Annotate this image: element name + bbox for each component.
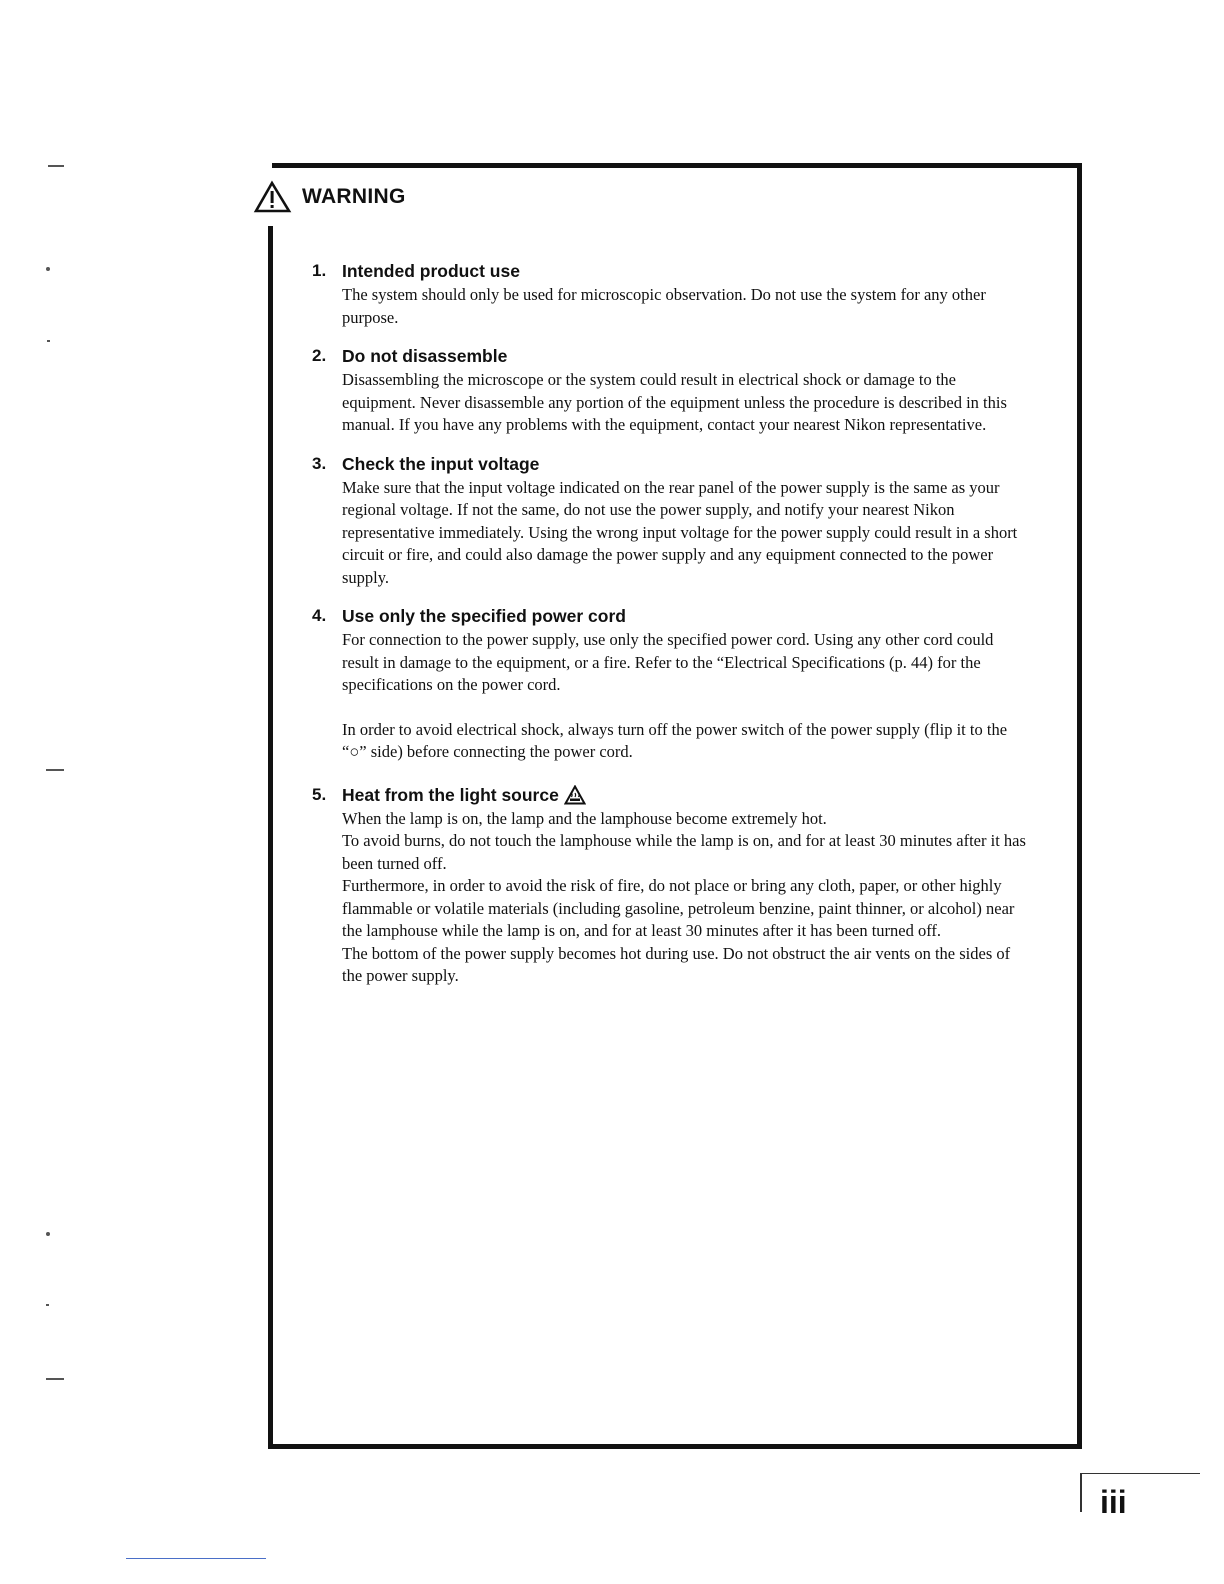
margin-mark xyxy=(46,1378,64,1380)
item-number: 5. xyxy=(312,784,327,804)
page-number: iii xyxy=(1100,1484,1127,1520)
item-paragraph: To avoid burns, do not touch the lamphouse while the lamp is on, and for at least 30 minutes after it has been turned off. xyxy=(342,831,1026,873)
item-number: 4. xyxy=(312,606,327,625)
warning-list xyxy=(312,258,1032,1002)
warning-item-power-cord xyxy=(312,603,1032,764)
item-title: Do not disassemble xyxy=(342,346,508,366)
warning-frame-bottom xyxy=(268,1444,1082,1449)
warning-triangle-icon xyxy=(252,180,300,214)
item-title: Check the input voltage xyxy=(342,453,540,474)
warning-item-intended-use xyxy=(312,258,1032,329)
margin-mark xyxy=(47,340,50,342)
high-temperature-warning-icon xyxy=(564,785,586,805)
item-paragraph: Make sure that the input voltage indicated on the rear panel of the power supply is the same as your regional voltage. If not the same, do not use the power supply, and notify your nearest Nikon representative immediately. Using the wrong input voltage for the power supply could result in a short circuit or fire, and could also damage the power supply and any equipment connected to the power supply. xyxy=(342,477,1018,587)
item-number: 3. xyxy=(312,453,327,473)
warning-item-heat xyxy=(312,782,1032,988)
item-number: 1. xyxy=(312,261,327,280)
item-paragraph: For connection to the power supply, use only the specified power cord. Using any other cord could result in damage to the equipment, or a fire. Refer to the “Electrical Specifications (p. 44) for the specifications on the power cord. xyxy=(342,630,994,694)
item-title: Use only the specified power cord xyxy=(342,606,626,626)
warning-header xyxy=(252,180,406,214)
margin-mark xyxy=(46,1232,50,1236)
item-number: 2. xyxy=(312,346,327,365)
warning-frame-left xyxy=(268,226,273,1449)
margin-mark xyxy=(46,267,50,271)
item-paragraph: Disassembling the microscope or the system could result in electrical shock or damage to the equipment. Never disassemble any portion of the equipment unless the procedure is described in this manual. If you have any problems with the equipment, contact your nearest Nikon representative. xyxy=(342,370,1007,434)
warning-title: WARNING xyxy=(302,185,406,208)
warning-frame-top xyxy=(272,163,1082,168)
item-paragraph: When the lamp is on, the lamp and the lamphouse become extremely hot. xyxy=(342,808,827,828)
warning-item-input-voltage xyxy=(312,451,1032,590)
item-paragraph: The system should only be used for microscopic observation. Do not use the system for any other purpose. xyxy=(342,285,986,327)
item-paragraph: Furthermore, in order to avoid the risk of fire, do not place or bring any cloth, paper, or other highly flammable or volatile materials (including gasoline, petroleum benzine, paint thinner, or alcohol) near the lamphouse while the lamp is on, and for at least 30 minutes after it has been turned off. xyxy=(342,876,1015,940)
margin-mark xyxy=(48,165,64,167)
item-paragraph: In order to avoid electrical shock, always turn off the power switch of the power supply (flip it to the “○” side) before connecting the power cord. xyxy=(342,719,1008,761)
scan-line xyxy=(126,1558,266,1559)
page-number-box xyxy=(1080,1473,1200,1524)
margin-mark xyxy=(46,1304,49,1306)
item-title: Heat from the light source xyxy=(342,782,1032,808)
warning-frame-right xyxy=(1077,163,1082,1449)
item-paragraph: The bottom of the power supply becomes hot during use. Do not obstruct the air vents on the sides of the power supply. xyxy=(342,943,1011,985)
warning-item-disassemble xyxy=(312,343,1032,437)
margin-mark xyxy=(46,769,64,771)
item-title: Intended product use xyxy=(342,261,520,281)
